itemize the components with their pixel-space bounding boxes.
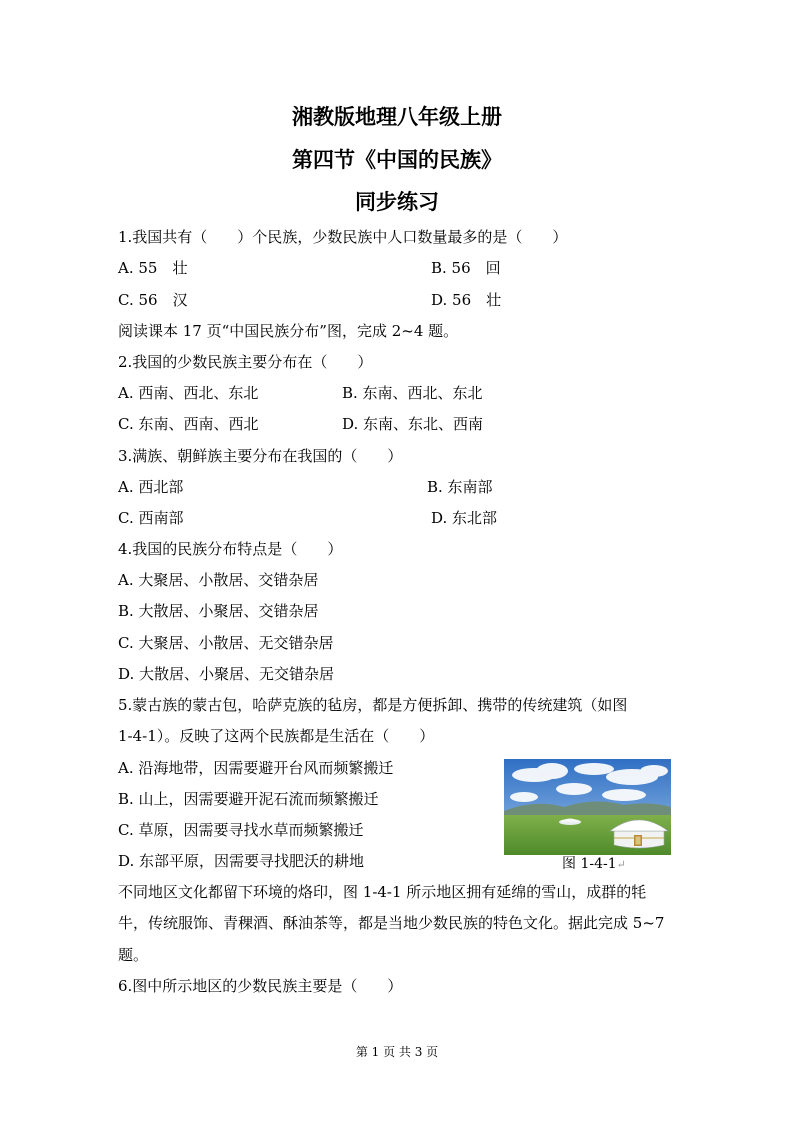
q4-option-d: D. 大散居、小聚居、无交错杂居 [118, 665, 335, 683]
question-5-text-line2: 1-4-1）。反映了这两个民族都是生活在（ ） [118, 727, 435, 745]
q4-option-b: B. 大散居、小聚居、交错杂居 [118, 602, 319, 620]
question-4-text: 4.我国的民族分布特点是（ ） [118, 540, 343, 558]
doc-title: 湘教版地理八年级上册 [292, 105, 502, 129]
subtitle: 同步练习 [355, 190, 439, 214]
intro-5-7-line1: 不同地区文化都留下环境的烙印，图 1-4-1 所示地区拥有延绵的雪山，成群的牦 [118, 883, 647, 901]
q1-option-b: B. 56 回 [431, 259, 501, 277]
intro-5-7-line2: 牛，传统服饰、青稞酒、酥油茶等，都是当地少数民族的特色文化。据此完成 5~7 [118, 914, 665, 932]
q3-option-d: D. 东北部 [431, 509, 498, 527]
intro-2-4: 阅读课本 17 页“中国民族分布”图，完成 2~4 题。 [118, 322, 459, 340]
page-footer: 第 1 页 共 3 页 [355, 1045, 439, 1059]
q4-option-c: C. 大聚居、小散居、无交错杂居 [118, 634, 334, 652]
q1-option-a: A. 55 壮 [118, 259, 188, 277]
q5-option-b: B. 山上，因需要避开泥石流而频繁搬迁 [118, 790, 379, 808]
q4-option-a: A. 大聚居、小散居、交错杂居 [118, 571, 319, 589]
q5-option-d: D. 东部平原，因需要寻找肥沃的耕地 [118, 852, 365, 870]
figure-caption-text: 图 1-4-1 [562, 856, 617, 872]
question-1-text: 1.我国共有（ ）个民族，少数民族中人口数量最多的是（ ） [118, 228, 568, 246]
q3-option-b: B. 东南部 [427, 478, 493, 496]
question-2-text: 2.我国的少数民族主要分布在（ ） [118, 353, 373, 371]
q1-option-c: C. 56 汉 [118, 291, 188, 309]
q1-option-d: D. 56 壮 [431, 291, 502, 309]
q2-option-d: D. 东南、东北、西南 [342, 415, 484, 433]
question-6-text: 6.图中所示地区的少数民族主要是（ ） [118, 977, 403, 995]
q3-option-c: C. 西南部 [118, 509, 184, 527]
q2-option-c: C. 东南、西南、西北 [118, 415, 259, 433]
section-title: 第四节《中国的民族》 [292, 148, 502, 172]
q3-option-a: A. 西北部 [118, 478, 184, 496]
q5-option-a: A. 沿海地带，因需要避开台风而频繁搬迁 [118, 759, 394, 777]
q2-option-a: A. 西南、西北、东北 [118, 384, 259, 402]
q5-option-c: C. 草原，因需要寻找水草而频繁搬迁 [118, 821, 364, 839]
q2-option-b: B. 东南、西北、东北 [342, 384, 483, 402]
question-3-text: 3.满族、朝鲜族主要分布在我国的（ ） [118, 447, 403, 465]
yurt-photo [504, 759, 671, 855]
question-5-text-line1: 5.蒙古族的蒙古包，哈萨克族的毡房，都是方便拆卸、携带的传统建筑（如图 [118, 696, 628, 714]
figure-caption [562, 855, 626, 874]
intro-5-7-line3: 题。 [118, 946, 149, 964]
paragraph-return-mark: ↵ [616, 858, 626, 871]
